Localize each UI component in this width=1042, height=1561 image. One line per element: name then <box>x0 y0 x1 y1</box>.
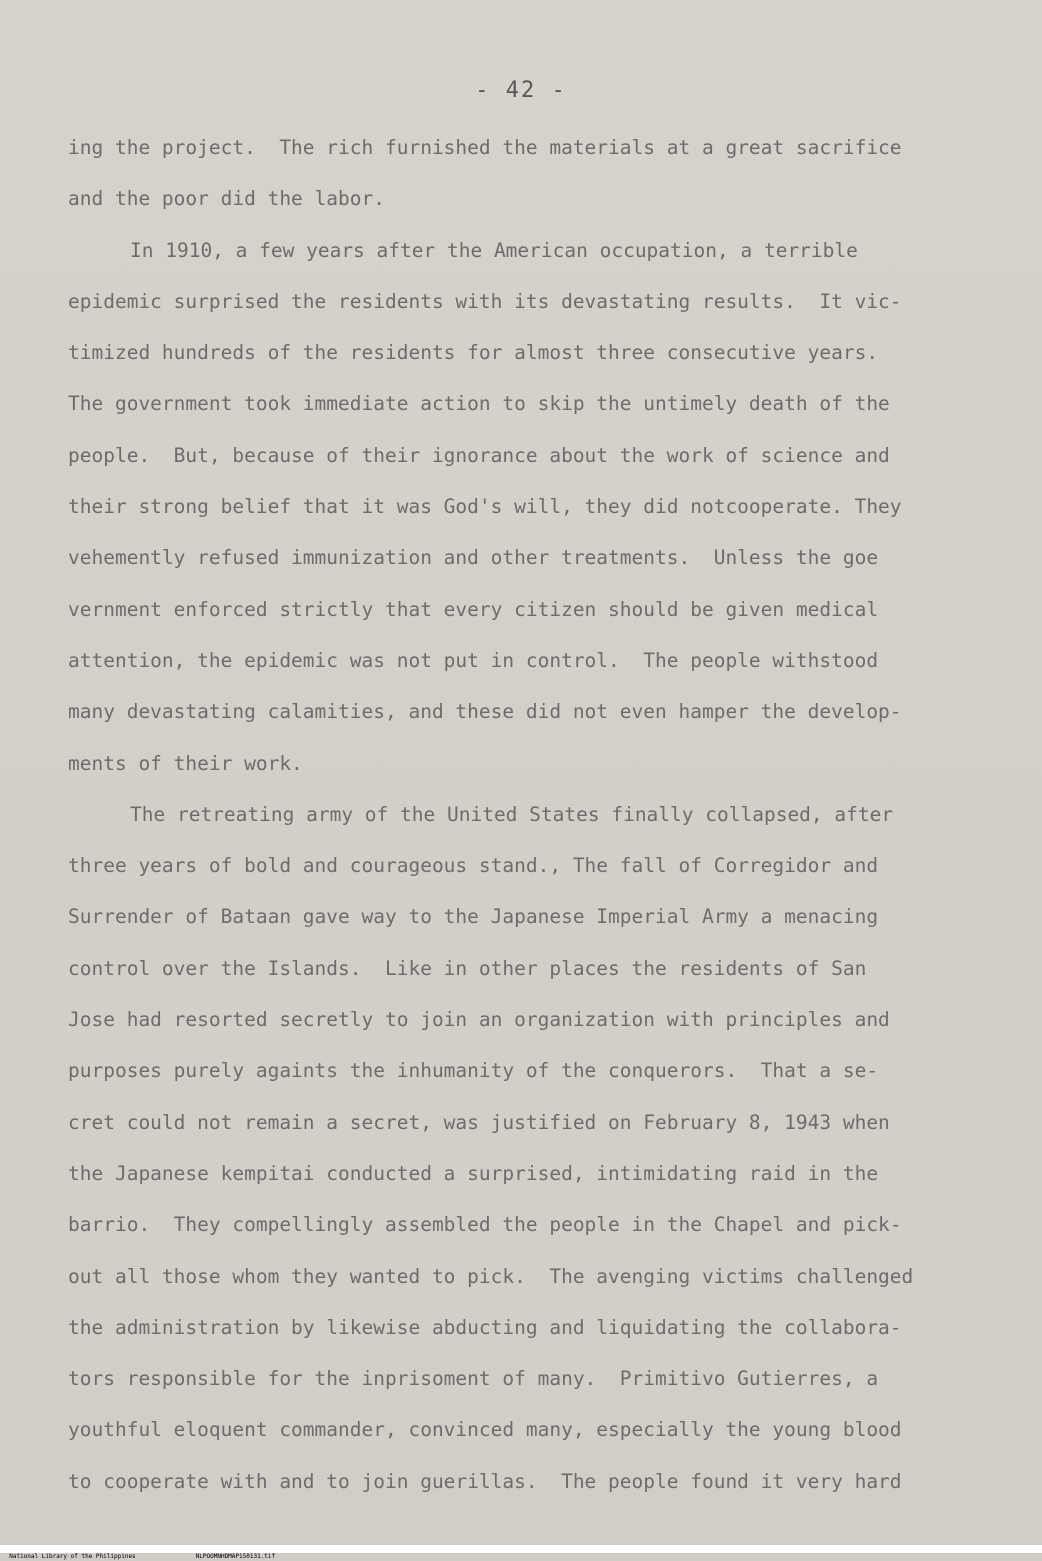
text-line: the administration by likewise abducting and liquidating the collabora- <box>68 1315 902 1339</box>
text-line: epidemic surprised the residents with its devastating results. It vic- <box>68 289 902 313</box>
text-line: attention, the epidemic was not put in control. The people withstood <box>68 648 879 672</box>
text-line: ing the project. The rich furnished the materials at a great sacrifice <box>68 136 902 159</box>
text-line: many devastating calamities, and these did not even hamper the develop- <box>68 700 902 724</box>
text-line: Jose had resorted secretly to join an organization with principles and <box>68 1008 890 1032</box>
text-line: out all those whom they wanted to pick. The avenging victims challenged <box>68 1264 914 1288</box>
text-line: cret could not remain a secret, was justified on February 8, 1943 when <box>68 1110 890 1134</box>
text-line: vehemently refused immunization and other treatments. Unless the goe <box>68 546 879 570</box>
body-text <box>68 122 978 1507</box>
text-line: youthful eloquent commander, convinced many, especially the young blood <box>68 1418 902 1442</box>
text-line: Surrender of Bataan gave way to the Japanese Imperial Army a menacing <box>68 905 879 929</box>
footer-filename: NLPOOMNHDMAP150131.tif <box>195 1553 276 1560</box>
text-line: In 1910, a few years after the American occupation, a terrible <box>130 238 858 262</box>
text-line: The government took immediate action to skip the untimely death of the <box>68 392 890 416</box>
text-line: The retreating army of the United States finally collapsed, after <box>130 802 894 826</box>
text-line: barrio. They compellingly assembled the people in the Chapel and pick- <box>68 1213 902 1237</box>
text-line: their strong belief that it was God's will, they did notcooperate. They <box>68 495 902 519</box>
text-line: to cooperate with and to join guerillas. The people found it very hard <box>68 1469 902 1493</box>
text-line: the Japanese kempitai conducted a surprised, intimidating raid in the <box>68 1161 879 1185</box>
text-line: vernment enforced strictly that every citizen should be given medical <box>68 597 879 621</box>
text-line: three years of bold and courageous stand., The fall of Corregidor and <box>68 854 879 878</box>
text-line: control over the Islands. Like in other places the residents of San <box>68 956 867 980</box>
text-line: purposes purely againts the inhumanity of the conquerors. That a se- <box>68 1059 879 1083</box>
text-line: tors responsible for the inprisoment of many. Primitivo Gutierres, a <box>68 1367 879 1391</box>
page-number: - 42 - <box>475 78 567 103</box>
footer-source: National Library of the Philippines <box>9 1553 136 1560</box>
text-line: ments of their work. <box>68 751 303 775</box>
text-line: people. But, because of their ignorance about the work of science and <box>68 443 890 467</box>
text-line: timized hundreds of the residents for almost three consecutive years. <box>68 341 879 365</box>
scan-footer <box>0 1545 1042 1560</box>
text-line: and the poor did the labor. <box>68 187 385 211</box>
